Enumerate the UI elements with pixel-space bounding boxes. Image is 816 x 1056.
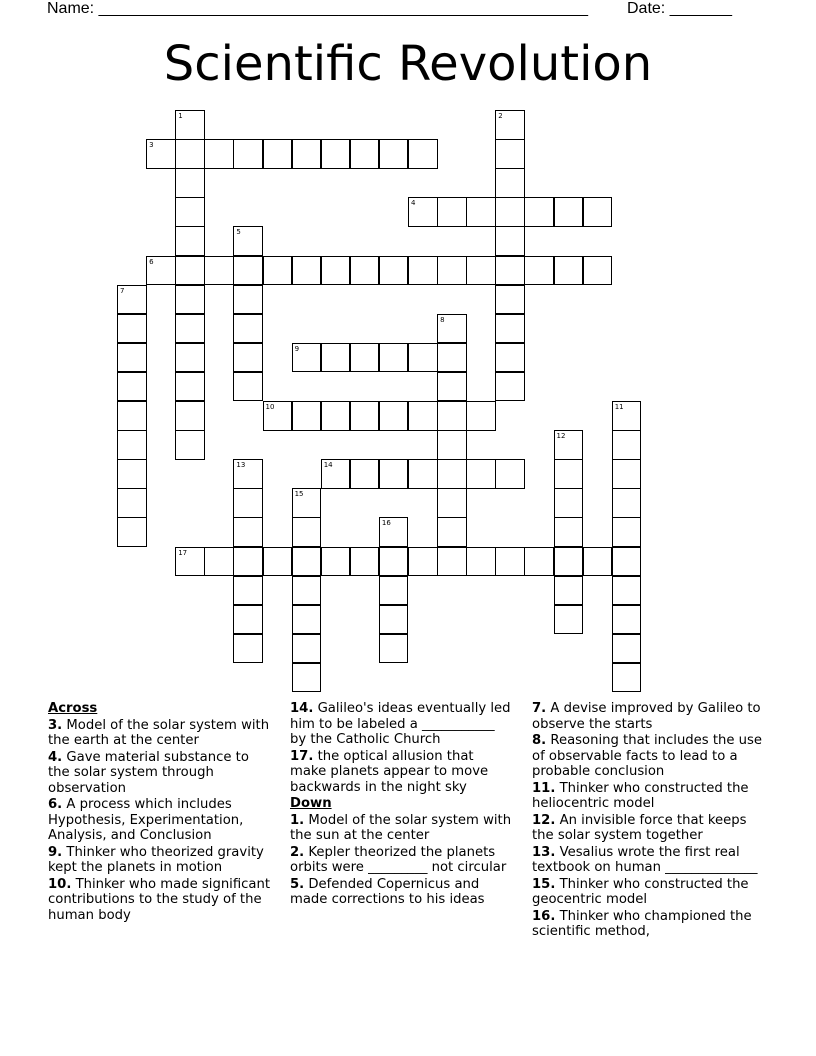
grid-cell[interactable] — [437, 430, 467, 460]
grid-cell[interactable] — [117, 285, 147, 315]
grid-cell[interactable] — [524, 256, 554, 286]
grid-cell[interactable] — [495, 197, 525, 227]
clue-across-9: 9. Thinker who theorized gravity kept the planets in motion — [48, 844, 264, 875]
grid-cell[interactable] — [408, 343, 438, 373]
grid-cell[interactable] — [495, 372, 525, 402]
grid-cell[interactable] — [408, 401, 438, 431]
grid-cell[interactable] — [175, 430, 205, 460]
grid-cell[interactable] — [408, 459, 438, 489]
clues-column-2 — [290, 701, 512, 909]
grid-cell[interactable] — [233, 517, 263, 547]
grid-cell[interactable] — [292, 517, 322, 547]
grid-cell[interactable] — [321, 459, 351, 489]
grid-cell[interactable] — [321, 343, 351, 373]
grid-cell[interactable] — [321, 401, 351, 431]
grid-cell[interactable] — [379, 459, 409, 489]
grid-cell[interactable] — [117, 314, 147, 344]
grid-cell[interactable] — [292, 576, 322, 606]
grid-cell[interactable] — [495, 110, 525, 140]
clue-number: 13 — [236, 461, 246, 470]
grid-cell[interactable] — [437, 547, 467, 577]
grid-cell[interactable] — [437, 488, 467, 518]
clue-down-16: 16. Thinker who championed the scientific method, — [532, 908, 752, 939]
grid-cell[interactable] — [495, 343, 525, 373]
clue-across-10: 10. Thinker who made significant contributions to the study of the human body — [48, 876, 271, 923]
grid-cell[interactable] — [495, 139, 525, 169]
grid-cell[interactable] — [612, 605, 642, 635]
across-heading: Across — [48, 701, 98, 716]
grid-cell[interactable] — [233, 372, 263, 402]
grid-cell[interactable] — [233, 314, 263, 344]
clue-number: 5 — [236, 228, 241, 237]
grid-cell[interactable] — [379, 576, 409, 606]
grid-cell[interactable] — [175, 547, 205, 577]
grid-cell[interactable] — [350, 139, 380, 169]
clue-across-17: 17. the optical allusion that make planets appear to move backwards in the night sky — [290, 748, 489, 795]
grid-cell[interactable] — [437, 401, 467, 431]
grid-cell[interactable] — [612, 517, 642, 547]
grid-cell[interactable] — [117, 459, 147, 489]
grid-cell[interactable] — [233, 576, 263, 606]
grid-cell[interactable] — [263, 256, 293, 286]
grid-cell[interactable] — [437, 197, 467, 227]
clue-across-4: 4. Gave material substance to the solar system through observation — [48, 749, 249, 796]
grid-cell[interactable] — [466, 547, 496, 577]
grid-cell[interactable] — [233, 547, 263, 577]
grid-cell[interactable] — [350, 256, 380, 286]
clue-down-15: 15. Thinker who constructed the geocentric model — [532, 876, 749, 907]
grid-cell[interactable] — [612, 576, 642, 606]
grid-cell[interactable] — [495, 256, 525, 286]
grid-cell[interactable] — [554, 459, 584, 489]
grid-cell[interactable] — [583, 547, 613, 577]
grid-cell[interactable] — [612, 401, 642, 431]
grid-cell[interactable] — [379, 343, 409, 373]
down-heading: Down — [290, 796, 332, 811]
grid-cell[interactable] — [175, 256, 205, 286]
grid-cell[interactable] — [175, 110, 205, 140]
clue-number: 16 — [381, 519, 391, 528]
grid-cell[interactable] — [495, 285, 525, 315]
name-field[interactable]: Name: _______________________________________________________ — [47, 0, 588, 17]
grid-cell[interactable] — [583, 256, 613, 286]
grid-cell[interactable] — [204, 139, 234, 169]
grid-cell[interactable] — [292, 663, 322, 693]
grid-cell[interactable] — [554, 605, 584, 635]
grid-cell[interactable] — [554, 256, 584, 286]
grid-cell[interactable] — [379, 517, 409, 547]
grid-cell[interactable] — [117, 430, 147, 460]
clue-number: 17 — [178, 548, 188, 557]
clue-down-1: 1. Model of the solar system with the sun at the center — [290, 812, 512, 843]
grid-cell[interactable] — [321, 256, 351, 286]
grid-cell[interactable] — [175, 285, 205, 315]
grid-cell[interactable] — [233, 343, 263, 373]
grid-cell[interactable] — [437, 372, 467, 402]
grid-cell[interactable] — [204, 547, 234, 577]
clue-down-11: 11. Thinker who constructed the heliocentric model — [532, 780, 749, 811]
grid-cell[interactable] — [408, 256, 438, 286]
grid-cell[interactable] — [495, 547, 525, 577]
grid-cell[interactable] — [117, 372, 147, 402]
grid-cell[interactable] — [495, 168, 525, 198]
grid-cell[interactable] — [263, 401, 293, 431]
clue-down-8: 8. Reasoning that includes the use of observable facts to lead to a probable conclusion — [532, 733, 763, 779]
grid-cell[interactable] — [146, 139, 176, 169]
grid-cell[interactable] — [292, 401, 322, 431]
grid-cell[interactable] — [204, 256, 234, 286]
grid-cell[interactable] — [408, 197, 438, 227]
grid-cell[interactable] — [350, 343, 380, 373]
clues-column-1 — [48, 701, 270, 924]
grid-cell[interactable] — [379, 139, 409, 169]
grid-cell[interactable] — [263, 547, 293, 577]
grid-cell[interactable] — [117, 343, 147, 373]
clue-down-5: 5. Defended Copernicus and made corrections to his ideas — [290, 876, 485, 907]
grid-cell[interactable] — [612, 634, 642, 664]
grid-cell[interactable] — [350, 459, 380, 489]
clue-across-3: 3. Model of the solar system with the earth at the center — [48, 717, 270, 748]
grid-cell[interactable] — [175, 372, 205, 402]
grid-cell[interactable] — [612, 430, 642, 460]
grid-cell[interactable] — [437, 517, 467, 547]
grid-cell[interactable] — [379, 547, 409, 577]
clue-number: 1 — [178, 112, 183, 120]
grid-cell[interactable] — [524, 197, 554, 227]
grid-cell[interactable] — [554, 197, 584, 227]
grid-cell[interactable] — [379, 605, 409, 635]
grid-cell[interactable] — [321, 547, 351, 577]
grid-cell[interactable] — [233, 226, 263, 256]
clue-number: 12 — [556, 432, 566, 441]
grid-cell[interactable] — [175, 139, 205, 169]
grid-cell[interactable] — [437, 459, 467, 489]
grid-cell[interactable] — [292, 605, 322, 635]
grid-cell[interactable] — [612, 547, 642, 577]
clue-number: 10 — [265, 403, 275, 411]
grid-cell[interactable] — [292, 488, 322, 518]
grid-cell[interactable] — [612, 459, 642, 489]
clue-number: 11 — [614, 403, 624, 411]
date-field[interactable]: Date: _______ — [627, 0, 732, 17]
grid-cell[interactable] — [350, 401, 380, 431]
grid-cell[interactable] — [379, 256, 409, 286]
grid-cell[interactable] — [117, 488, 147, 518]
grid-cell[interactable] — [175, 226, 205, 256]
grid-cell[interactable] — [350, 547, 380, 577]
grid-cell[interactable] — [321, 139, 351, 169]
grid-cell[interactable] — [554, 547, 584, 577]
grid-cell[interactable] — [612, 488, 642, 518]
clue-number: 14 — [323, 461, 333, 470]
grid-cell[interactable] — [175, 401, 205, 431]
grid-cell[interactable] — [263, 139, 293, 169]
grid-cell[interactable] — [437, 314, 467, 344]
grid-cell[interactable] — [466, 197, 496, 227]
grid-cell[interactable] — [554, 576, 584, 606]
grid-cell[interactable] — [408, 139, 438, 169]
grid-cell[interactable] — [437, 256, 467, 286]
grid-cell[interactable] — [146, 256, 176, 286]
grid-cell[interactable] — [233, 634, 263, 664]
clue-down-7: 7. A devise improved by Galileo to observe the starts — [532, 701, 761, 732]
clue-number: 3 — [149, 141, 154, 150]
page-title: Scientific Revolution — [163, 36, 653, 92]
clue-number: 7 — [120, 286, 125, 295]
clue-number: 8 — [440, 315, 445, 324]
grid-cell[interactable] — [233, 605, 263, 635]
grid-cell[interactable] — [554, 488, 584, 518]
grid-cell[interactable] — [175, 168, 205, 198]
grid-cell[interactable] — [466, 256, 496, 286]
grid-cell[interactable] — [466, 401, 496, 431]
clue-down-2: 2. Kepler theorized the planets orbits were _________ not circular — [290, 844, 507, 875]
grid-cell[interactable] — [292, 343, 322, 373]
grid-cell[interactable] — [466, 459, 496, 489]
grid-cell[interactable] — [117, 401, 147, 431]
clue-down-12: 12. An invisible force that keeps the solar system together — [532, 812, 747, 843]
grid-cell[interactable] — [233, 139, 263, 169]
grid-cell[interactable] — [379, 401, 409, 431]
grid-cell[interactable] — [175, 314, 205, 344]
grid-cell[interactable] — [583, 197, 613, 227]
clue-number: 6 — [149, 257, 154, 266]
clue-number: 2 — [498, 112, 503, 120]
grid-cell[interactable] — [495, 226, 525, 256]
grid-cell[interactable] — [175, 343, 205, 373]
clue-number: 15 — [294, 490, 304, 499]
clue-down-13: 13. Vesalius wrote the first real textbook on human ______________ — [532, 844, 758, 875]
grid-cell[interactable] — [292, 547, 322, 577]
clue-across-6: 6. A process which includes Hypothesis, Experimentation, Analysis, and Conclusion — [48, 797, 244, 843]
grid-cell[interactable] — [233, 285, 263, 315]
grid-cell[interactable] — [495, 459, 525, 489]
clues-column-3 — [532, 701, 770, 941]
grid-cell[interactable] — [612, 663, 642, 693]
grid-cell[interactable] — [554, 430, 584, 460]
grid-cell[interactable] — [379, 634, 409, 664]
grid-cell[interactable] — [292, 139, 322, 169]
grid-cell[interactable] — [554, 517, 584, 547]
grid-cell[interactable] — [175, 197, 205, 227]
grid-cell[interactable] — [408, 547, 438, 577]
grid-cell[interactable] — [233, 256, 263, 286]
grid-cell[interactable] — [437, 343, 467, 373]
grid-cell[interactable] — [524, 547, 554, 577]
grid-cell[interactable] — [233, 459, 263, 489]
clue-number: 9 — [294, 344, 300, 353]
clue-across-14: 14. Galileo's ideas eventually led him to be labeled a ___________ by the Catholic Church — [290, 701, 511, 747]
grid-cell[interactable] — [292, 634, 322, 664]
grid-cell[interactable] — [233, 488, 263, 518]
grid-cell[interactable] — [495, 314, 525, 344]
grid-cell[interactable] — [117, 517, 147, 547]
clue-number: 4 — [411, 199, 416, 208]
grid-cell[interactable] — [292, 256, 322, 286]
